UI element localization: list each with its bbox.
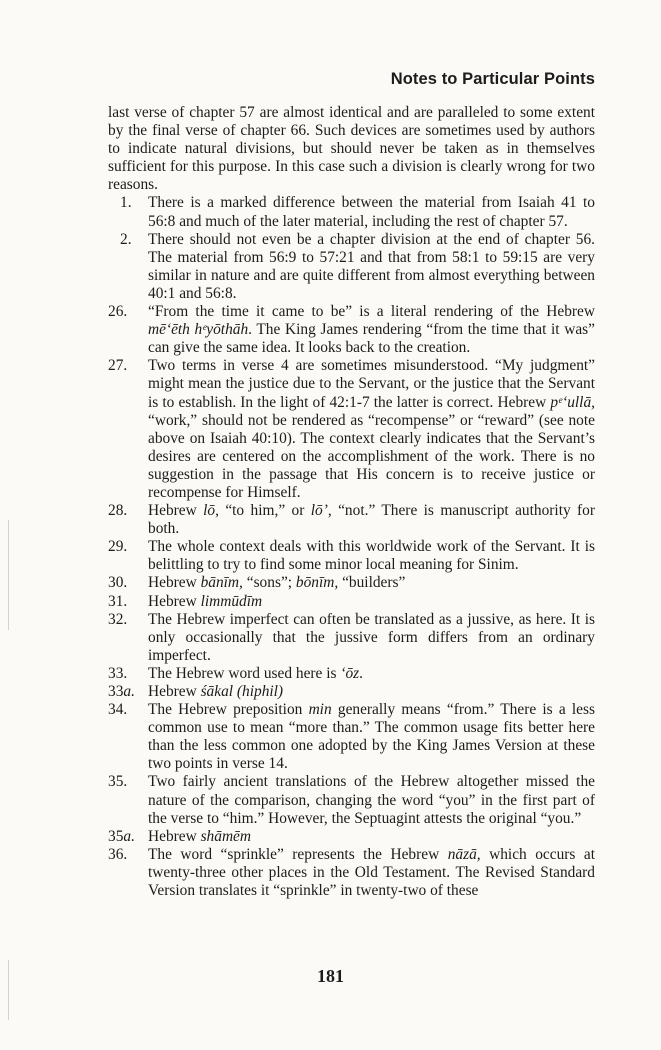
note-number-main: 27. bbox=[108, 357, 128, 375]
note-number-main: 35. bbox=[108, 773, 128, 791]
note-number bbox=[108, 538, 144, 556]
note-item bbox=[108, 665, 595, 683]
note-text: Two fairly ancient translations of the Hebrew altogether missed the nature of the comparison, changing the word “you” in the first part of the verse to “him.” However, the Septuagint attests the original “you.” bbox=[148, 773, 595, 827]
note-text: . The King James rendering “from the time that it was” can give the same idea. It looks back to the creation. bbox=[148, 321, 596, 357]
hebrew-term: lō’, bbox=[310, 502, 332, 520]
note-item bbox=[108, 828, 595, 846]
note-number-main: 28. bbox=[108, 502, 128, 520]
note-number bbox=[108, 574, 144, 592]
note-text: Two terms in verse 4 are sometimes misunderstood. “My judgment” might mean the justice due to the Servant, or the justice that the Servant is to establish. In the light of 42:1-7 the latter is correct. Hebrew bbox=[148, 357, 595, 411]
note-number bbox=[108, 357, 144, 375]
note-text: “From the time it came to be” is a literal rendering of the Hebrew bbox=[148, 303, 595, 321]
hebrew-term: shāmēm bbox=[200, 827, 252, 845]
note-number-main: 29. bbox=[108, 538, 128, 556]
reason-number: 2. bbox=[120, 230, 132, 248]
hebrew-term: lō, bbox=[203, 502, 219, 520]
note-item bbox=[108, 611, 595, 665]
note-number-main: 32. bbox=[108, 610, 128, 628]
note-number bbox=[108, 502, 144, 520]
hebrew-term: bōnīm, bbox=[295, 574, 339, 592]
note-text: “work,” should not be rendered as “recompense” or “reward” (see note above on Isaiah 40:10). The context clearly indicates that the Servant’s desires are centered on the accomplishment of the work. There is no suggestion in the passage that His concern is to receive justice or recompense for Himself. bbox=[148, 411, 595, 501]
reason-text: There should not even be a chapter division at the end of chapter 56. The material from 56:9 to 57:21 and that from 58:1 to 59:15 are very similar in nature and are quite different from almost everything between 40:1 and 56:8. bbox=[148, 230, 595, 302]
hebrew-term: mēʻēth hᵉyōthāh bbox=[148, 321, 249, 339]
page-number: 181 bbox=[317, 966, 344, 986]
reason-item bbox=[108, 231, 595, 303]
reason-number: 1. bbox=[120, 194, 132, 212]
note-number-suffix: a. bbox=[123, 827, 135, 845]
note-number bbox=[108, 665, 144, 683]
note-text: which occurs at twenty-three other places in the Old Testament. The Revised Standard Version translates it “sprinkle” in twenty-two of these bbox=[148, 845, 595, 900]
running-head: Notes to Particular Points bbox=[390, 70, 595, 88]
note-text: Hebrew bbox=[148, 574, 201, 592]
hebrew-term: śākal (hiphil) bbox=[200, 683, 284, 700]
note-number bbox=[108, 683, 144, 701]
hebrew-term: limmūdīm bbox=[200, 592, 263, 610]
note-item bbox=[108, 357, 595, 502]
hebrew-term: bānīm, bbox=[200, 574, 243, 592]
note-number-main: 30. bbox=[108, 574, 128, 592]
note-item bbox=[108, 846, 595, 900]
note-text: Hebrew bbox=[148, 683, 201, 700]
note-text: The word “sprinkle” represents the Hebrew bbox=[148, 845, 448, 863]
note-number bbox=[108, 701, 144, 719]
hebrew-term: min bbox=[308, 701, 332, 719]
note-item bbox=[108, 502, 595, 538]
note-text: The Hebrew preposition bbox=[148, 701, 309, 719]
note-item bbox=[108, 538, 595, 574]
note-number-suffix: a. bbox=[123, 683, 135, 700]
note-item bbox=[108, 593, 595, 611]
note-number bbox=[108, 828, 144, 846]
note-number bbox=[108, 846, 144, 864]
note-number bbox=[108, 773, 144, 791]
note-item bbox=[108, 701, 595, 773]
note-number-main: 34. bbox=[108, 701, 128, 719]
note-number-main: 31. bbox=[108, 592, 128, 610]
note-text: The whole context deals with this worldwide work of the Servant. It is belittling to try to find some minor local meaning for Sinim. bbox=[148, 538, 595, 574]
note-number bbox=[108, 611, 144, 629]
page-body bbox=[108, 104, 595, 900]
note-text: “sons”; bbox=[242, 574, 296, 592]
note-number-main: 33 bbox=[108, 683, 124, 700]
note-number-main: 33. bbox=[108, 664, 128, 682]
note-text: . bbox=[359, 664, 363, 682]
note-number bbox=[108, 303, 144, 321]
note-text: “to him,” or bbox=[218, 502, 311, 520]
reason-item bbox=[108, 194, 595, 230]
intro-paragraph: last verse of chapter 57 are almost identical and are paralleled to some extent by the final verse of chapter 66. Such devices are sometimes used by authors to indicate natural divisions, but should never be taken as in themselves sufficient for this purpose. In this case such a division is clearly wrong for two reasons. bbox=[108, 104, 595, 194]
note-text: The Hebrew imperfect can often be translated as a jussive, as here. It is only occasionally that the jussive form differs from an ordinary imperfect. bbox=[148, 610, 595, 664]
note-item bbox=[108, 574, 595, 592]
reason-text: There is a marked difference between the material from Isaiah 41 to 56:8 and much of the later material, including the rest of chapter 57. bbox=[148, 194, 595, 230]
hebrew-term: nāzā, bbox=[447, 845, 481, 863]
note-number-main: 36. bbox=[108, 845, 128, 863]
hebrew-term: ʻōz bbox=[340, 664, 360, 682]
note-text: “builders” bbox=[338, 574, 406, 592]
note-number-main: 26. bbox=[108, 303, 128, 321]
note-item bbox=[108, 773, 595, 827]
note-text: generally means “from.” There is a less common use to mean “more than.” The common usage fits better here than the less common one adopted by the King James Version at these two points in verse 14. bbox=[148, 701, 595, 773]
note-text: The Hebrew word used here is bbox=[148, 664, 341, 682]
scan-edge-mark bbox=[8, 520, 9, 630]
note-text: Hebrew bbox=[148, 592, 201, 610]
note-number bbox=[108, 593, 144, 611]
note-text: “not.” There is manuscript authority for both. bbox=[148, 502, 595, 538]
hebrew-term: pᵉʻullā, bbox=[550, 393, 595, 411]
note-text: Hebrew bbox=[148, 502, 204, 520]
note-item bbox=[108, 303, 595, 357]
note-item bbox=[108, 683, 595, 701]
note-number-main: 35 bbox=[108, 827, 124, 845]
note-text: Hebrew bbox=[148, 827, 201, 845]
notes-list bbox=[108, 303, 595, 900]
